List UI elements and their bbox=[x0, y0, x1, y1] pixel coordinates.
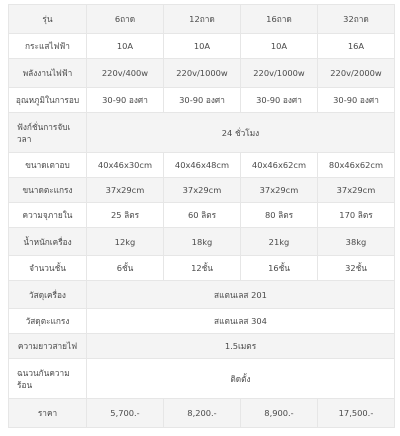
cell-value: 30-90 องศา bbox=[164, 88, 241, 113]
current-row bbox=[9, 34, 395, 59]
row-label: ความจุภายใน bbox=[9, 203, 87, 228]
price-16-tray: 8,900.- bbox=[241, 399, 318, 428]
cell-value: 10A bbox=[241, 34, 318, 59]
cell-value: 21kg bbox=[241, 228, 318, 256]
model-32-tray: 32ถาด bbox=[318, 5, 395, 34]
cell-value: 25 ลิตร bbox=[87, 203, 164, 228]
row-label: ขนาดเตาอบ bbox=[9, 153, 87, 178]
oven-size-row bbox=[9, 153, 395, 178]
cell-value: 37x29cm bbox=[164, 178, 241, 203]
spec-table bbox=[8, 4, 395, 428]
weight-row bbox=[9, 228, 395, 256]
row-label: วัสดุเครื่อง bbox=[9, 281, 87, 309]
cell-value: 30-90 องศา bbox=[318, 88, 395, 113]
cell-value: 37x29cm bbox=[318, 178, 395, 203]
timer-row bbox=[9, 113, 395, 153]
row-label: จำนวนชั้น bbox=[9, 256, 87, 281]
cell-value: 220v/400w bbox=[87, 59, 164, 88]
tray-material-row bbox=[9, 309, 395, 334]
cell-value: 12kg bbox=[87, 228, 164, 256]
cell-value: 37x29cm bbox=[241, 178, 318, 203]
cell-value: 60 ลิตร bbox=[164, 203, 241, 228]
cell-value: 40x46x48cm bbox=[164, 153, 241, 178]
row-label: น้ำหนักเครื่อง bbox=[9, 228, 87, 256]
row-label: ฉนวนกันความร้อน bbox=[9, 359, 87, 399]
body-material-row bbox=[9, 281, 395, 309]
price-32-tray: 17,500.- bbox=[318, 399, 395, 428]
cell-value: 170 ลิตร bbox=[318, 203, 395, 228]
cell-value: 40x46x30cm bbox=[87, 153, 164, 178]
layers-row bbox=[9, 256, 395, 281]
header-row bbox=[9, 5, 395, 34]
model-label: รุ่น bbox=[9, 5, 87, 34]
cell-value: 40x46x62cm bbox=[241, 153, 318, 178]
cell-value: 80 ลิตร bbox=[241, 203, 318, 228]
cell-value: 38kg bbox=[318, 228, 395, 256]
cell-value-merged: 1.5เมตร bbox=[87, 334, 395, 359]
cell-value-merged: 24 ชั่วโมง bbox=[87, 113, 395, 153]
cell-value: 80x46x62cm bbox=[318, 153, 395, 178]
cell-value-merged: สแตนเลส 304 bbox=[87, 309, 395, 334]
cell-value: 30-90 องศา bbox=[241, 88, 318, 113]
model-6-tray: 6ถาด bbox=[87, 5, 164, 34]
cable-length-row bbox=[9, 334, 395, 359]
cell-value: 12ชั้น bbox=[164, 256, 241, 281]
tray-size-row bbox=[9, 178, 395, 203]
cell-value: 16A bbox=[318, 34, 395, 59]
cell-value: 18kg bbox=[164, 228, 241, 256]
model-12-tray: 12ถาด bbox=[164, 5, 241, 34]
row-label: กระแสไฟฟ้า bbox=[9, 34, 87, 59]
cell-value: 220v/2000w bbox=[318, 59, 395, 88]
cell-value: 30-90 องศา bbox=[87, 88, 164, 113]
power-row bbox=[9, 59, 395, 88]
cell-value: 37x29cm bbox=[87, 178, 164, 203]
row-label: พลังงานไฟฟ้า bbox=[9, 59, 87, 88]
cell-value: 10A bbox=[87, 34, 164, 59]
row-label: ฟังก์ชั่นการจับเวลา bbox=[9, 113, 87, 153]
cell-value: 6ชั้น bbox=[87, 256, 164, 281]
cell-value: 220v/1000w bbox=[164, 59, 241, 88]
row-label: วัสดุตะแกรง bbox=[9, 309, 87, 334]
row-label: ราคา bbox=[9, 399, 87, 428]
row-label: ขนาดตะแกรง bbox=[9, 178, 87, 203]
cell-value: 32ชั้น bbox=[318, 256, 395, 281]
price-row bbox=[9, 399, 395, 428]
cell-value: 10A bbox=[164, 34, 241, 59]
temperature-row bbox=[9, 88, 395, 113]
insulation-row bbox=[9, 359, 395, 399]
row-label: ความยาวสายไฟ bbox=[9, 334, 87, 359]
cell-value-merged: สแตนเลส 201 bbox=[87, 281, 395, 309]
cell-value: 220v/1000w bbox=[241, 59, 318, 88]
price-12-tray: 8,200.- bbox=[164, 399, 241, 428]
cell-value-merged: ติดตั้ง bbox=[87, 359, 395, 399]
row-label: อุณหภูมิในการอบ bbox=[9, 88, 87, 113]
capacity-row bbox=[9, 203, 395, 228]
model-16-tray: 16ถาด bbox=[241, 5, 318, 34]
price-6-tray: 5,700.- bbox=[87, 399, 164, 428]
cell-value: 16ชั้น bbox=[241, 256, 318, 281]
